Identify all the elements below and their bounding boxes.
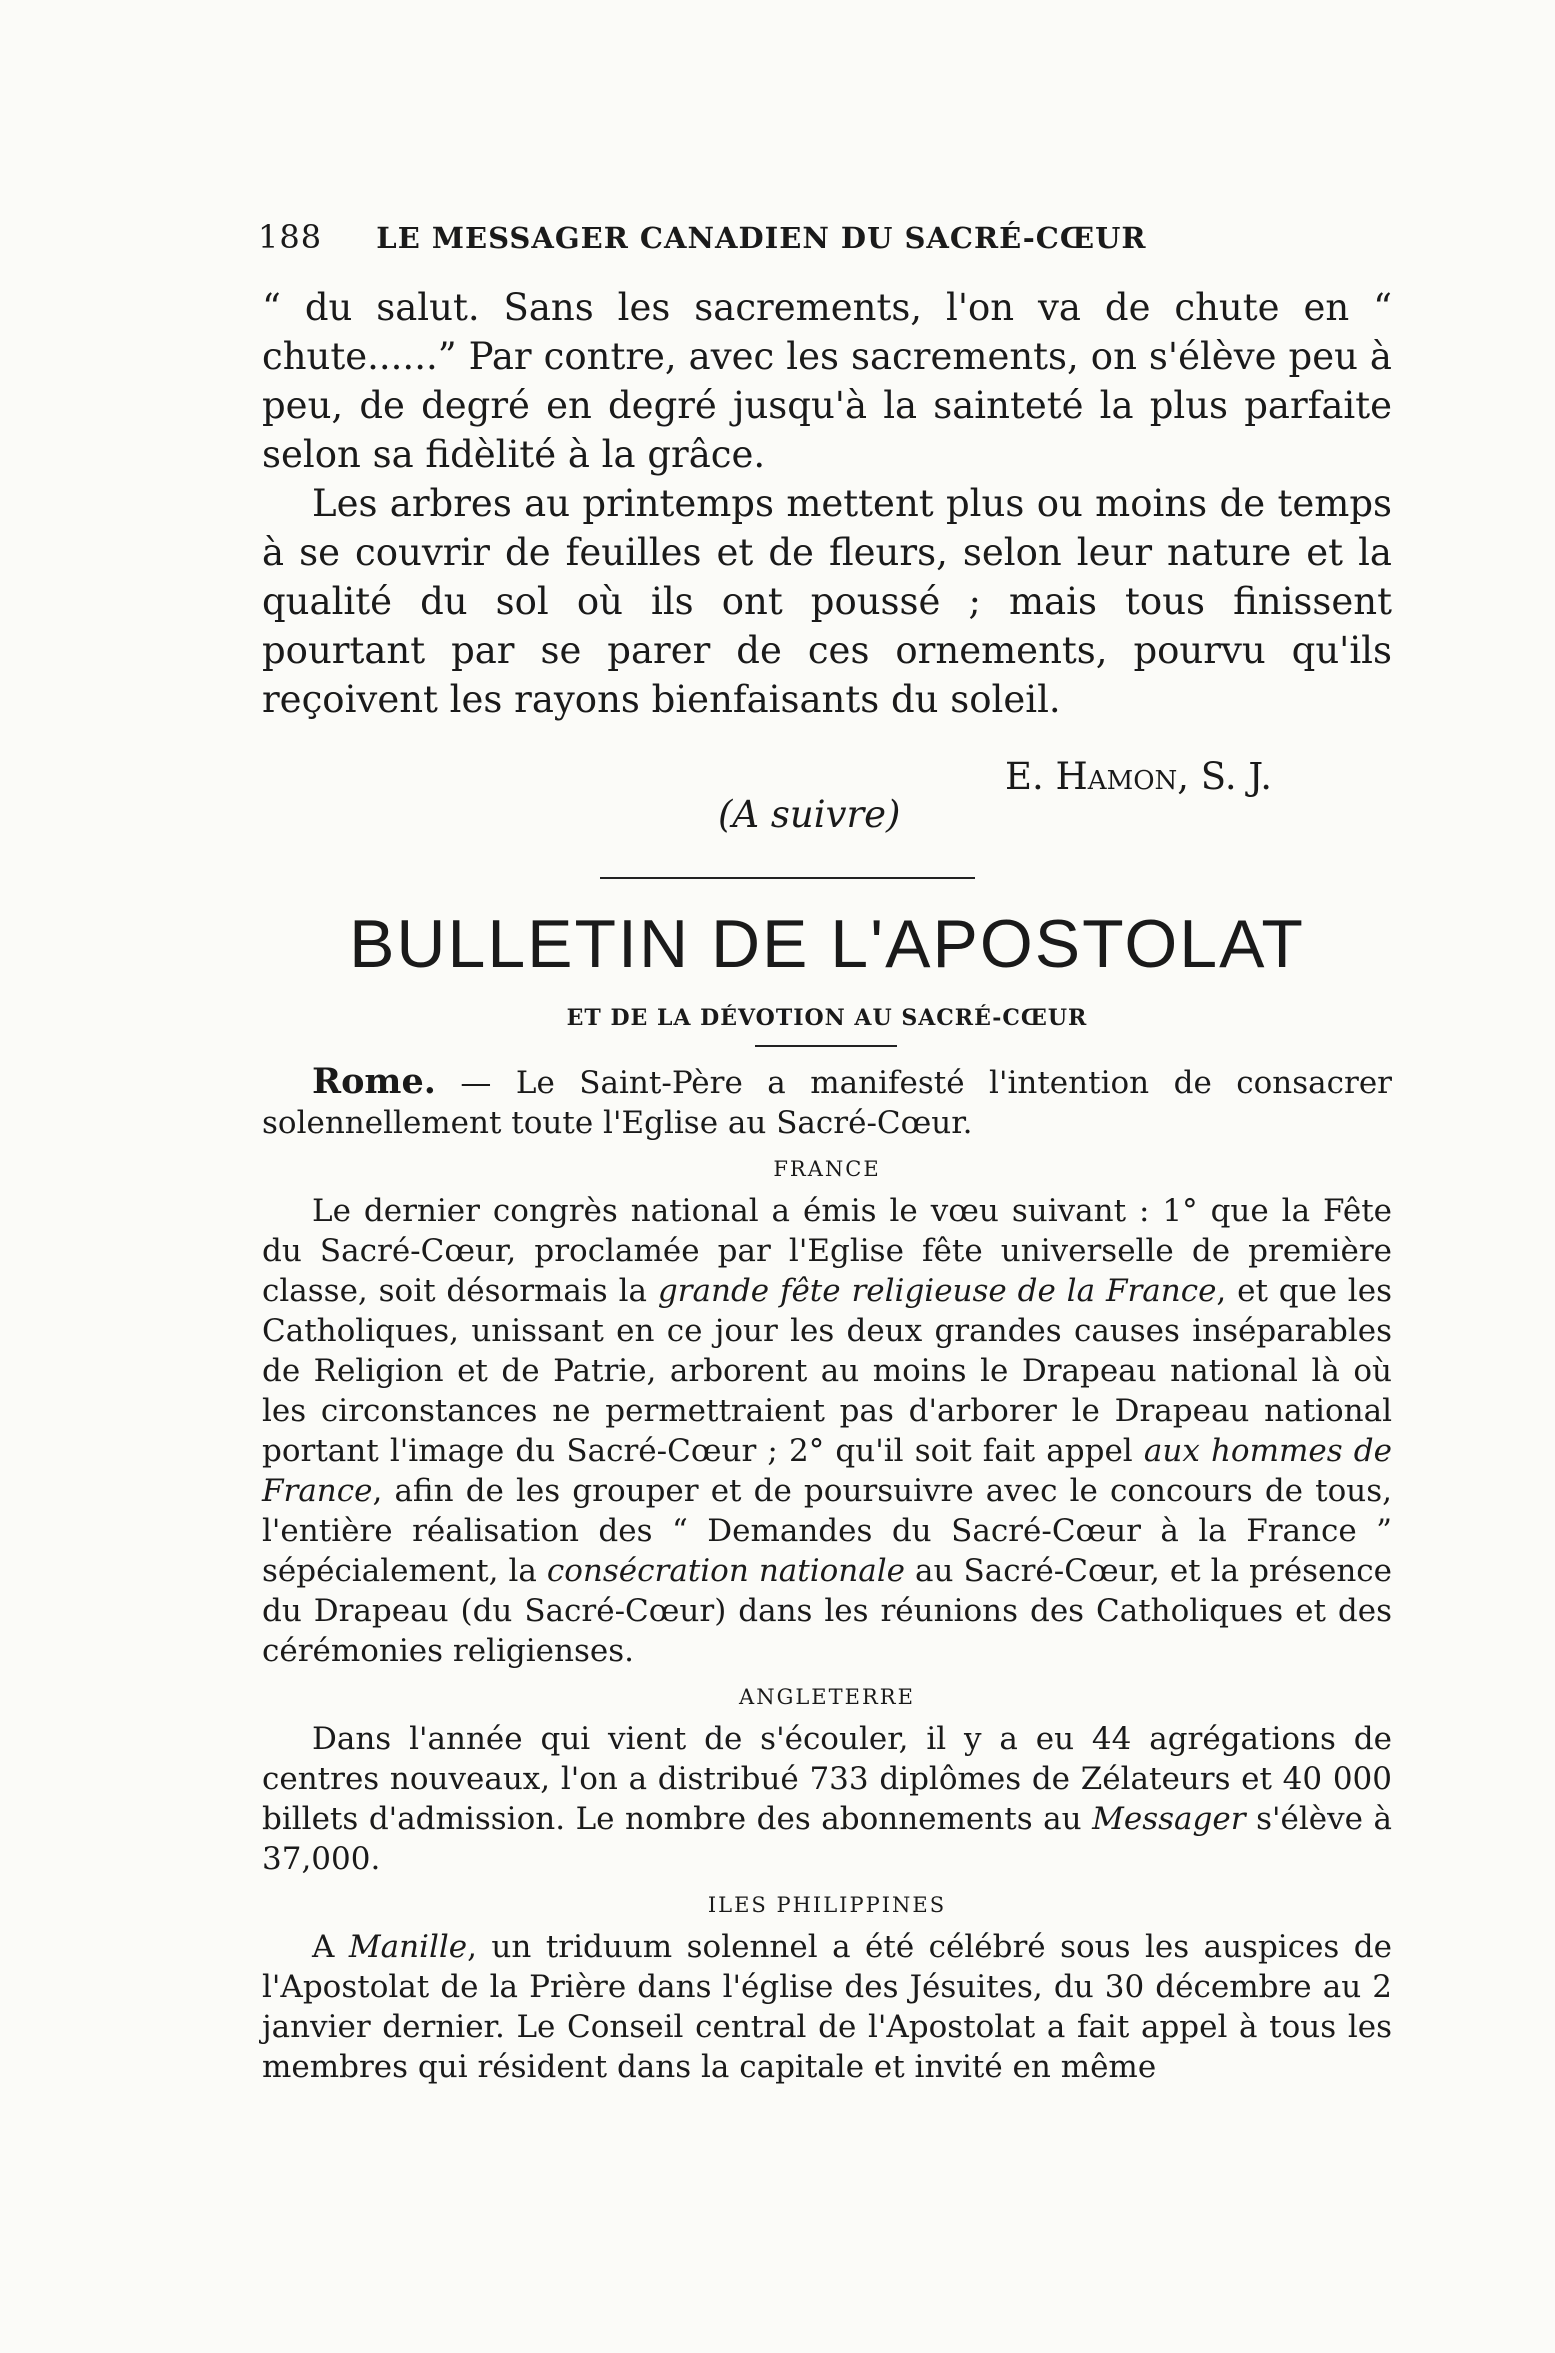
france-italic-1: grande fête religieuse de la France xyxy=(657,1273,1217,1309)
rome-entry xyxy=(262,1062,1392,1143)
france-text-3: , afin de les grouper et de poursuivre avec le concours de tous, l'entière réalisation des “ Demandes du Sacré-Cœur à la France ” sépécialement, la xyxy=(262,1473,1392,1589)
bulletin-body xyxy=(262,1062,1392,2087)
author-signature: E. Hamon, S. J. xyxy=(1005,755,1273,798)
philippines-text-2: , un triduum solennel a été célébré sous les auspices de l'Apostolat de la Prière dans l'église des Jésuites, du 30 décembre au 2 janvier dernier. Le Conseil central de l'Apostolat a fait appel à tous les membres qui résident dans la capitale et invité en même xyxy=(262,1929,1392,2085)
philippines-entry xyxy=(262,1927,1392,2087)
france-entry xyxy=(262,1191,1392,1671)
angleterre-italic-1: Messager xyxy=(1092,1801,1246,1837)
bulletin-title: BULLETIN DE L'APOSTOLAT xyxy=(349,906,1305,982)
angleterre-entry xyxy=(262,1719,1392,1879)
france-text-1: Le dernier congrès national a émis le vœu suivant : 1° que la Fête du Sacré-Cœur, proclamée par l'Eglise fête universelle de première classe, soit désormais la xyxy=(262,1193,1392,1309)
france-text-4: au Sacré-Cœur, et la présence du Drapeau (du Sacré-Cœur) dans les réunions des Catholiques et des cérémonies religienses. xyxy=(262,1553,1392,1669)
section-divider xyxy=(600,877,975,879)
france-italic-3: consécration nationale xyxy=(546,1553,906,1589)
france-text-2: , et que les Catholiques, unissant en ce jour les deux grandes causes inséparables de Religion et de Patrie, arborent au moins le Drapeau national là où les circonstances ne permettraient pas d'arborer le Drapeau national portant l'image du Sacré-Cœur ; 2° qu'il soit fait appel xyxy=(262,1273,1392,1469)
essay-paragraph-2: Les arbres au printemps mettent plus ou moins de temps à se couvrir de feuilles et de fleurs, selon leur nature et la qualité du sol où ils ont poussé ; mais tous finissent pourtant par se parer de ces ornements, pourvu qu'ils reçoivent les rayons bienfaisants du soleil. xyxy=(262,482,1392,721)
angleterre-text-1: Dans l'année qui vient de s'écouler, il y a eu 44 agrégations de centres nouveaux, l'on a distribué 733 diplômes de Zélateurs et 40 000 billets d'admission. Le nombre des abonnements au xyxy=(262,1721,1392,1837)
france-heading: FRANCE xyxy=(773,1157,881,1181)
to-be-continued: (A suivre) xyxy=(718,793,901,836)
page-number: 188 xyxy=(258,218,323,256)
rome-text: — Le Saint-Père a manifesté l'intention de consacrer solennellement toute l'Eglise au Sacré-Cœur. xyxy=(262,1065,1392,1141)
essay-conclusion xyxy=(262,283,1392,724)
angleterre-text-2: s'élève à 37,000. xyxy=(262,1801,1392,1877)
bulletin-subtitle: ET DE LA DÉVOTION AU SACRÉ-CŒUR xyxy=(566,1005,1088,1031)
philippines-italic-1: Manille xyxy=(348,1929,468,1965)
essay-paragraph-1: “ du salut. Sans les sacrements, l'on va de chute en “ chute......” Par contre, avec les sacrements, on s'élève peu à peu, de degré en degré jusqu'à la sainteté la plus parfaite selon sa fidèlité à la grâce. xyxy=(262,286,1392,476)
subtitle-divider xyxy=(755,1045,897,1047)
running-title: LE MESSAGER CANADIEN DU SACRÉ-CŒUR xyxy=(376,221,1147,255)
angleterre-heading: ANGLETERRE xyxy=(739,1685,915,1709)
running-head xyxy=(258,218,1258,256)
philippines-text-1: A xyxy=(312,1929,349,1965)
rome-lead: Rome. xyxy=(312,1061,436,1102)
philippines-heading: ILES PHILIPPINES xyxy=(707,1893,947,1917)
france-italic-2: aux hommes de France xyxy=(262,1433,1392,1509)
